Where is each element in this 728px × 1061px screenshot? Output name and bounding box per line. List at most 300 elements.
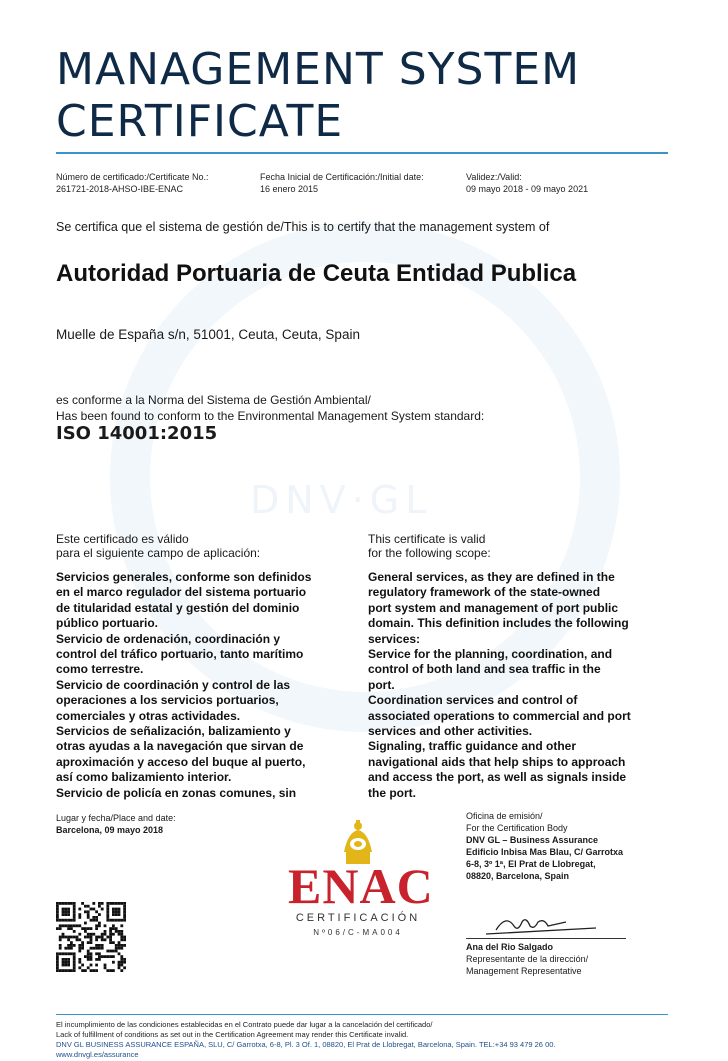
qr-module xyxy=(120,944,123,947)
qr-module xyxy=(62,952,65,955)
title-divider xyxy=(56,152,668,154)
qr-module xyxy=(123,905,126,908)
qr-module xyxy=(78,947,81,950)
qr-module xyxy=(123,961,126,964)
scope-es-line: Servicio de policía en zonas comunes, sin xyxy=(56,785,297,800)
qr-module xyxy=(104,930,107,933)
qr-module xyxy=(118,941,121,944)
conformity-line-1: es conforme a la Norma del Sistema de Gestión Ambiental/ xyxy=(56,393,371,407)
qr-module xyxy=(123,910,126,913)
qr-module xyxy=(67,961,70,964)
enac-logo xyxy=(288,818,434,943)
qr-module xyxy=(67,964,70,967)
qr-module xyxy=(98,958,101,961)
qr-module xyxy=(59,927,62,930)
qr-module xyxy=(81,947,84,950)
qr-module xyxy=(73,958,76,961)
scope-es-line: aproximación y acceso del buque al puerto, xyxy=(56,754,306,769)
qr-module xyxy=(104,966,107,969)
qr-module xyxy=(90,952,93,955)
qr-module xyxy=(123,902,126,905)
conformity-line-2: Has been found to conform to the Environmental Management System standard: xyxy=(56,409,485,423)
qr-module xyxy=(56,964,59,967)
qr-module xyxy=(109,902,112,905)
qr-module xyxy=(67,958,70,961)
qr-module xyxy=(84,936,87,939)
qr-module xyxy=(90,969,93,972)
qr-module xyxy=(56,955,59,958)
qr-module xyxy=(109,919,112,922)
qr-module xyxy=(73,910,76,913)
qr-module xyxy=(73,908,76,911)
qr-module xyxy=(95,958,98,961)
qr-module xyxy=(73,966,76,969)
qr-module xyxy=(123,908,126,911)
qr-module xyxy=(62,964,65,967)
qr-module xyxy=(95,927,98,930)
qr-module xyxy=(101,902,104,905)
organization-address: Muelle de España s/n, 51001, Ceuta, Ceuta, Spain xyxy=(56,327,360,342)
footer-address: DNV GL BUSINESS ASSURANCE ESPAÑA, SLU, C/ Garrotxa, 6-8, Pl. 3 Of. 1, 08820, El Prat de Llobregat, Barcelona, Spain. TEL:+34 93 479 26 00. xyxy=(56,1040,556,1049)
qr-module xyxy=(67,908,70,911)
qr-module xyxy=(118,910,121,913)
qr-module xyxy=(59,938,62,941)
qr-module xyxy=(59,947,62,950)
qr-module xyxy=(120,969,123,972)
qr-module xyxy=(92,933,95,936)
qr-module xyxy=(76,938,79,941)
qr-module xyxy=(81,927,84,930)
qr-module xyxy=(106,910,109,913)
qr-module xyxy=(90,964,93,967)
signature xyxy=(466,908,606,938)
qr-module xyxy=(67,947,70,950)
footer-divider xyxy=(56,1014,668,1015)
qr-module xyxy=(84,922,87,925)
qr-module xyxy=(109,969,112,972)
qr-module xyxy=(120,958,123,961)
place-date-value: Barcelona, 09 mayo 2018 xyxy=(56,825,164,835)
qr-module xyxy=(112,933,115,936)
signatory-role-1: Representante de la dirección/ xyxy=(466,954,589,964)
footer-line-1: El incumplimiento de las condiciones establecidas en el Contrato puede dar lugar a la cancelación del certificado/ xyxy=(56,1020,433,1029)
qr-module xyxy=(118,913,121,916)
qr-module xyxy=(112,955,115,958)
scope-en-line: General services, as they are defined in the xyxy=(368,570,615,584)
scope-text-en xyxy=(368,570,678,801)
qr-module xyxy=(67,938,70,941)
qr-module xyxy=(56,952,59,955)
qr-module xyxy=(92,947,95,950)
qr-module xyxy=(95,938,98,941)
qr-module xyxy=(115,908,118,911)
qr-module xyxy=(78,908,81,911)
issuing-office-block xyxy=(466,810,623,882)
qr-module xyxy=(112,961,115,964)
qr-module xyxy=(98,922,101,925)
scope-es-line: así como balizamiento interior. xyxy=(56,770,232,785)
qr-module xyxy=(106,950,109,953)
qr-module xyxy=(104,924,107,927)
title-line-1: MANAGEMENT SYSTEM xyxy=(56,44,581,95)
qr-module xyxy=(98,955,101,958)
qr-module xyxy=(84,927,87,930)
qr-module xyxy=(70,936,73,939)
scope-en-line: the port. xyxy=(368,785,416,800)
qr-module xyxy=(118,964,121,967)
qr-module xyxy=(87,952,90,955)
qr-module xyxy=(70,941,73,944)
qr-module xyxy=(73,961,76,964)
issuing-office-line-2: Edificio Inbisa Mas Blau, C/ Garrotxa xyxy=(466,847,624,857)
footer xyxy=(56,1020,556,1060)
standard-name: ISO 14001:2015 xyxy=(56,423,218,444)
scope-header-en xyxy=(368,532,491,560)
qr-module xyxy=(81,902,84,905)
initial-date-block xyxy=(260,171,424,195)
qr-module xyxy=(78,924,81,927)
qr-module xyxy=(67,927,70,930)
qr-module xyxy=(67,936,70,939)
qr-module xyxy=(62,969,65,972)
qr-module xyxy=(109,950,112,953)
qr-module xyxy=(115,910,118,913)
qr-module xyxy=(81,969,84,972)
initial-date-label: Fecha Inicial de Certificación:/Initial date: xyxy=(260,172,424,182)
qr-module xyxy=(67,919,70,922)
qr-module xyxy=(73,902,76,905)
qr-module xyxy=(115,947,118,950)
qr-module xyxy=(123,938,126,941)
scope-en-line: port. xyxy=(368,677,395,692)
qr-module xyxy=(62,961,65,964)
scope-header-es xyxy=(56,532,260,560)
scope-es-line: Servicio de ordenación, coordinación y xyxy=(56,631,281,646)
scope-en-line: Service for the planning, coordination, and xyxy=(368,647,613,662)
qr-module xyxy=(106,902,109,905)
scope-header-en-1: This certificate is valid xyxy=(368,532,486,546)
qr-module xyxy=(118,952,121,955)
qr-module xyxy=(90,955,93,958)
scope-en-line: domain. This definition includes the following xyxy=(368,616,629,631)
qr-module xyxy=(64,924,67,927)
scope-es-line: operaciones a los servicios portuarios, xyxy=(56,693,279,708)
qr-module xyxy=(73,936,76,939)
qr-module xyxy=(104,955,107,958)
qr-module xyxy=(106,919,109,922)
qr-module xyxy=(84,969,87,972)
qr-module xyxy=(123,944,126,947)
qr-module xyxy=(109,927,112,930)
qr-module xyxy=(115,927,118,930)
qr-module xyxy=(118,961,121,964)
qr-module xyxy=(67,913,70,916)
qr-module xyxy=(73,919,76,922)
qr-module xyxy=(101,936,104,939)
qr-module xyxy=(95,952,98,955)
qr-module xyxy=(87,958,90,961)
qr-module xyxy=(84,930,87,933)
scope-en-line: services and other activities. xyxy=(368,724,533,739)
qr-module xyxy=(67,924,70,927)
qr-module xyxy=(95,936,98,939)
scope-header-en-2: for the following scope: xyxy=(368,546,491,560)
organization-name: Autoridad Portuaria de Ceuta Entidad Publica xyxy=(56,260,577,287)
qr-module xyxy=(56,905,59,908)
qr-module xyxy=(118,902,121,905)
qr-module xyxy=(78,961,81,964)
qr-module xyxy=(73,964,76,967)
certificate-title xyxy=(56,44,580,148)
qr-module xyxy=(109,941,112,944)
qr-module xyxy=(64,936,67,939)
scope-en-line: control of both land and sea traffic in the xyxy=(368,662,601,677)
qr-module xyxy=(112,941,115,944)
scope-es-line: Servicios generales, conforme son definidos xyxy=(56,570,312,584)
qr-module xyxy=(78,958,81,961)
qr-module xyxy=(98,913,101,916)
qr-module xyxy=(59,919,62,922)
qr-module xyxy=(112,927,115,930)
title-line-2: CERTIFICATE xyxy=(56,96,344,147)
qr-module xyxy=(84,955,87,958)
scope-en-line: and access the port, as well as signals inside xyxy=(368,770,627,785)
qr-module xyxy=(106,936,109,939)
handwritten-signature xyxy=(466,908,606,938)
qr-module xyxy=(62,910,65,913)
scope-es-line: en el marco regulador del sistema portuario xyxy=(56,585,307,600)
qr-module xyxy=(95,969,98,972)
qr-module xyxy=(98,947,101,950)
qr-module xyxy=(64,910,67,913)
qr-module xyxy=(64,947,67,950)
qr-module xyxy=(115,950,118,953)
scope-en-line: regulatory framework of the state-owned xyxy=(368,585,601,600)
qr-module xyxy=(64,908,67,911)
qr-module xyxy=(78,913,81,916)
scope-en-line: associated operations to commercial and port xyxy=(368,708,631,723)
issuing-office-label-1: Oficina de emisión/ xyxy=(466,811,543,821)
qr-module xyxy=(70,947,73,950)
qr-module xyxy=(59,924,62,927)
qr-module xyxy=(73,930,76,933)
scope-es-line: Servicio de coordinación y control de las xyxy=(56,677,291,692)
enac-subtitle: CERTIFICACIÓN xyxy=(295,912,421,924)
scope-es-line: como terrestre. xyxy=(56,662,144,677)
qr-module xyxy=(120,961,123,964)
qr-module xyxy=(62,958,65,961)
qr-module xyxy=(120,938,123,941)
qr-module xyxy=(106,913,109,916)
qr-module xyxy=(95,910,98,913)
qr-module xyxy=(90,936,93,939)
qr-module xyxy=(95,944,98,947)
validity-label: Validez:/Valid: xyxy=(466,172,522,182)
qr-module xyxy=(78,938,81,941)
qr-module xyxy=(87,936,90,939)
qr-module xyxy=(112,969,115,972)
qr-module xyxy=(120,902,123,905)
qr-module xyxy=(101,955,104,958)
qr-module xyxy=(59,969,62,972)
qr-module xyxy=(123,936,126,939)
qr-module xyxy=(81,944,84,947)
qr-code[interactable] xyxy=(56,902,126,972)
qr-module xyxy=(59,902,62,905)
qr-module xyxy=(78,933,81,936)
qr-module xyxy=(120,919,123,922)
qr-module xyxy=(101,933,104,936)
qr-module xyxy=(95,964,98,967)
certify-statement: Se certifica que el sistema de gestión de/This is to certify that the management system of xyxy=(56,220,550,234)
qr-module xyxy=(90,927,93,930)
qr-module xyxy=(115,919,118,922)
qr-module xyxy=(123,919,126,922)
cert-number-label: Número de certificado:/Certificate No.: xyxy=(56,172,209,182)
qr-module xyxy=(67,910,70,913)
qr-module xyxy=(98,905,101,908)
qr-module xyxy=(87,966,90,969)
qr-module xyxy=(56,966,59,969)
qr-module xyxy=(109,955,112,958)
qr-module xyxy=(120,930,123,933)
qr-module xyxy=(90,947,93,950)
qr-module xyxy=(64,958,67,961)
signature-line xyxy=(466,938,626,939)
qr-module xyxy=(98,924,101,927)
qr-module xyxy=(62,908,65,911)
qr-module xyxy=(62,933,65,936)
qr-module xyxy=(64,919,67,922)
qr-module xyxy=(104,933,107,936)
qr-module xyxy=(118,908,121,911)
issuing-office-line-4: 08820, Barcelona, Spain xyxy=(466,871,570,881)
qr-module xyxy=(56,910,59,913)
qr-module xyxy=(112,919,115,922)
qr-module xyxy=(109,933,112,936)
qr-module xyxy=(101,947,104,950)
qr-module xyxy=(118,947,121,950)
qr-module xyxy=(109,930,112,933)
qr-module xyxy=(67,944,70,947)
qr-module xyxy=(56,958,59,961)
signatory-role-2: Management Representative xyxy=(466,966,582,976)
qr-module xyxy=(90,908,93,911)
qr-module xyxy=(70,927,73,930)
qr-module xyxy=(101,938,104,941)
qr-module xyxy=(92,919,95,922)
qr-module xyxy=(98,936,101,939)
qr-module xyxy=(81,941,84,944)
qr-module xyxy=(90,919,93,922)
qr-module xyxy=(78,944,81,947)
qr-module xyxy=(56,916,59,919)
scope-es-line: de titularidad estatal y gestión del dominio xyxy=(56,600,300,615)
cert-number-block xyxy=(56,171,209,195)
qr-module xyxy=(62,924,65,927)
enac-wordmark: ENAC xyxy=(288,858,434,914)
qr-module xyxy=(76,936,79,939)
qr-module xyxy=(87,933,90,936)
qr-module xyxy=(62,919,65,922)
qr-module xyxy=(87,905,90,908)
watermark-brand: DNV·GL xyxy=(250,478,433,522)
qr-module xyxy=(59,944,62,947)
validity-block xyxy=(466,171,588,195)
qr-module xyxy=(120,933,123,936)
scope-en-line: Signaling, traffic guidance and other xyxy=(368,739,577,754)
qr-module xyxy=(106,916,109,919)
qr-module xyxy=(106,955,109,958)
signatory-block xyxy=(466,941,588,977)
footer-website-link[interactable]: www.dnvgl.es/assurance xyxy=(56,1050,139,1059)
qr-module xyxy=(109,936,112,939)
qr-module xyxy=(90,933,93,936)
qr-module xyxy=(118,944,121,947)
initial-date-value: 16 enero 2015 xyxy=(260,184,319,194)
qr-module xyxy=(87,913,90,916)
scope-text-es xyxy=(56,570,366,801)
qr-module xyxy=(64,969,67,972)
validity-value: 09 mayo 2018 - 09 mayo 2021 xyxy=(466,184,589,194)
qr-module xyxy=(112,908,115,911)
qr-module xyxy=(64,913,67,916)
qr-module xyxy=(81,964,84,967)
qr-module xyxy=(123,958,126,961)
qr-module xyxy=(73,913,76,916)
qr-module xyxy=(70,944,73,947)
qr-module xyxy=(112,913,115,916)
qr-module xyxy=(59,952,62,955)
qr-module xyxy=(73,944,76,947)
qr-module xyxy=(67,902,70,905)
qr-module xyxy=(104,938,107,941)
qr-module xyxy=(70,919,73,922)
qr-module xyxy=(70,952,73,955)
qr-module xyxy=(87,916,90,919)
qr-module xyxy=(73,924,76,927)
footer-line-2: Lack of fulfillment of conditions as set out in the Certification Agreement may render this Certificate invalid. xyxy=(56,1030,409,1039)
qr-module xyxy=(56,919,59,922)
scope-es-line: Servicios de señalización, balizamiento y xyxy=(56,724,291,739)
qr-module xyxy=(92,969,95,972)
qr-module xyxy=(87,910,90,913)
qr-module xyxy=(62,936,65,939)
qr-module xyxy=(120,936,123,939)
qr-module xyxy=(95,924,98,927)
scope-header-es-1: Este certificado es válido xyxy=(56,532,189,546)
qr-module xyxy=(76,924,79,927)
qr-module xyxy=(120,955,123,958)
issuing-office-line-3: 6-8, 3º 1ª, El Prat de Llobregat, xyxy=(466,859,596,869)
place-date-block xyxy=(56,812,176,836)
qr-module xyxy=(73,952,76,955)
qr-module xyxy=(118,933,121,936)
qr-module xyxy=(95,919,98,922)
scope-es-line: comerciales y otras actividades. xyxy=(56,708,241,723)
qr-module xyxy=(64,961,67,964)
scope-es-line: otras ayudas a la navegación que sirvan de xyxy=(56,739,304,754)
qr-module xyxy=(56,908,59,911)
scope-en-line: Coordination services and control of xyxy=(368,693,578,708)
qr-module xyxy=(106,905,109,908)
qr-module xyxy=(56,927,59,930)
qr-module xyxy=(92,916,95,919)
qr-module xyxy=(115,930,118,933)
qr-module xyxy=(101,944,104,947)
qr-module xyxy=(70,924,73,927)
qr-module xyxy=(73,969,76,972)
